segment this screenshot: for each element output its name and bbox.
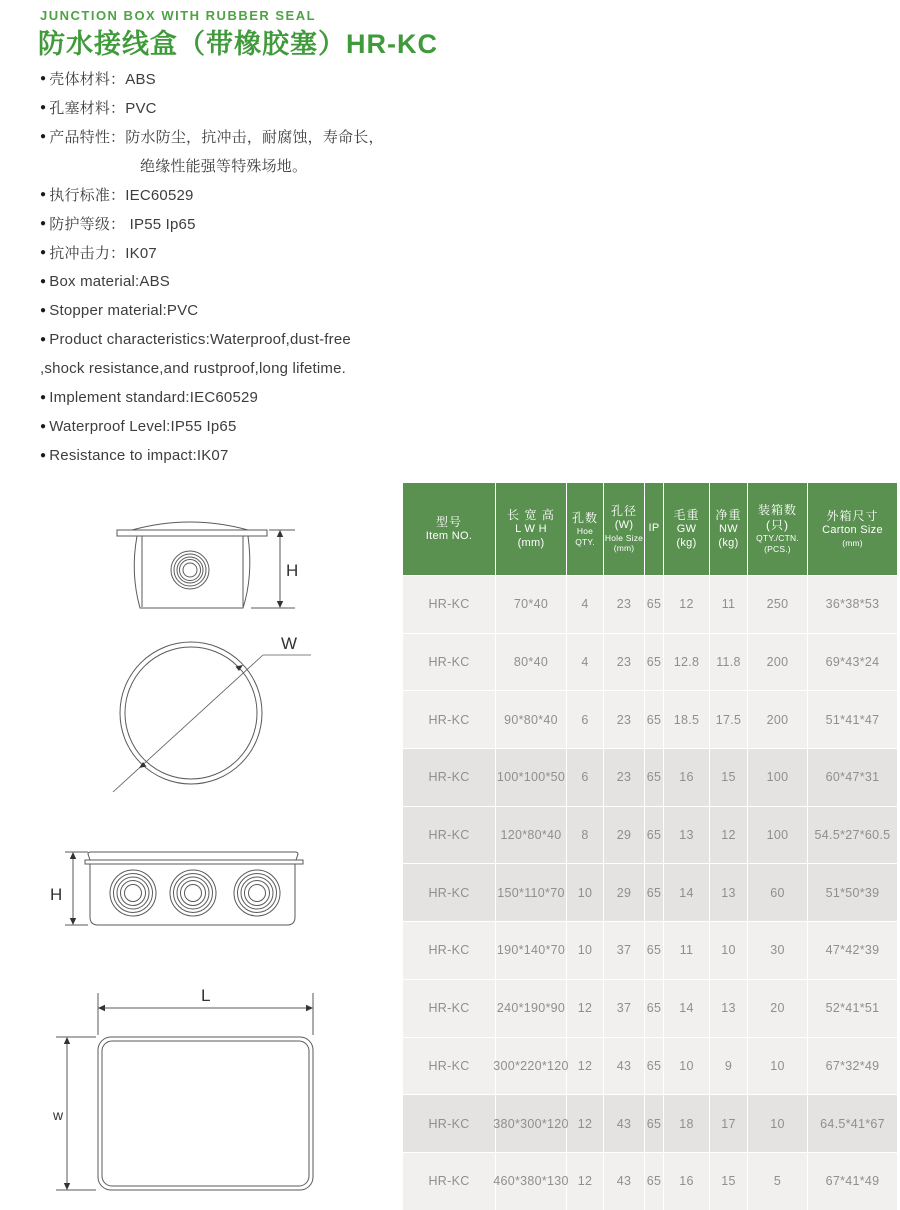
table-header-cell-qty-ctn [748,483,808,575]
spec-text: Stopper material:PVC [49,302,199,319]
table-header-row [403,483,897,575]
spec-line [40,209,420,238]
table-cell-ip: 65 [645,749,664,806]
table-cell-hole-qty: 12 [567,980,604,1037]
header-line: 净重 [715,507,742,522]
page-subtitle-en: JUNCTION BOX WITH RUBBER SEAL [40,8,317,23]
table-row [403,690,897,748]
spec-text: 执行标准：IEC60529 [49,187,194,204]
table-cell-gross-weight: 12 [664,576,710,633]
header-line: QTY./CTN. [756,533,799,544]
table-cell-lwh: 80*40 [496,634,567,691]
table-cell-lwh: 300*220*120 [496,1038,567,1095]
header-line: (W) [614,519,634,531]
table-cell-gross-weight: 18.5 [664,691,710,748]
table-row [403,806,897,864]
table-cell-hole-qty: 10 [567,864,604,921]
table-cell-net-weight: 9 [710,1038,748,1095]
spec-line [40,151,420,180]
spec-line [40,93,420,122]
header-line: IP [648,522,660,535]
table-cell-gross-weight: 13 [664,807,710,864]
header-line: Item NO. [425,529,473,542]
spec-text: ,shock resistance,and rustproof,long lifetime. [40,360,347,377]
table-cell-qty-ctn: 20 [748,980,808,1037]
spec-text: 孔塞材料：PVC [49,100,157,117]
header-line: 长 宽 高 [507,507,555,522]
table-header-cell-hole-size [604,483,645,575]
table-cell-ip: 65 [645,807,664,864]
header-line: (kg) [718,536,739,549]
header-line: Hoe QTY. [575,525,595,547]
table-cell-ip: 65 [645,980,664,1037]
header-line: (mm) [517,536,545,549]
table-cell-qty-ctn: 200 [748,691,808,748]
table-row [403,921,897,979]
table-cell-net-weight: 13 [710,864,748,921]
header-line: NW [719,522,738,535]
table-header-cell-lwh [496,483,567,575]
table-cell-lwh: 90*80*40 [496,691,567,748]
table-cell-lwh: 460*380*130 [496,1153,567,1210]
table-cell-carton-size: 69*43*24 [825,655,880,670]
table-cell-net-weight: 12 [710,807,748,864]
table-cell-qty-ctn: 60 [748,864,808,921]
table-cell-lwh: 240*190*90 [496,980,567,1037]
table-cell-item-no: HR-KC [403,922,496,979]
table-row [403,1037,897,1095]
table-cell-hole-qty: 12 [567,1153,604,1210]
table-cell-qty-ctn: 250 [748,576,808,633]
table-cell-hole-qty: 12 [567,1038,604,1095]
spec-text: Box material:ABS [49,273,170,290]
table-cell-lwh: 190*140*70 [496,922,567,979]
table-cell-qty-ctn: 5 [748,1153,808,1210]
table-cell-item-no: HR-KC [403,634,496,691]
spec-text: 产品特性：防水防尘，抗冲击，耐腐蚀，寿命长， [49,129,384,146]
table-cell-lwh: 120*80*40 [496,807,567,864]
table-cell-item-no: HR-KC [403,980,496,1037]
spec-list [40,64,420,470]
table-cell-carton-size: 52*41*51 [825,1001,880,1016]
table-cell-net-weight: 11 [710,576,748,633]
bullet-icon: ● [40,131,47,142]
table-header-cell-gross-weight [664,483,710,575]
table-cell-lwh: 100*100*50 [496,749,567,806]
header-line: 孔数 [571,510,598,525]
spec-line [40,267,420,296]
dimension-label-w: w [53,1107,64,1123]
table-cell-gross-weight: 16 [664,749,710,806]
table-cell-ip: 65 [645,1038,664,1095]
table-header-cell-ip [645,483,664,575]
header-line: (PCS.) [764,544,791,554]
header-line: 毛重 [673,507,700,522]
table-cell-hole-size: 43 [604,1038,645,1095]
header-line: GW [676,522,697,535]
table-cell-gross-weight: 10 [664,1038,710,1095]
table-cell-item-no: HR-KC [403,1153,496,1210]
table-cell-net-weight: 17 [710,1095,748,1152]
table-cell-hole-size: 37 [604,980,645,1037]
spec-line [40,180,420,209]
table-cell-carton-size: 47*42*39 [825,943,880,958]
spec-text: 防护等级： IP55 Ip65 [49,216,196,233]
bullet-icon: ● [40,189,47,200]
table-row [403,979,897,1037]
table-cell-gross-weight: 14 [664,980,710,1037]
table-cell-net-weight: 11.8 [710,634,748,691]
spec-line [40,122,420,151]
table-cell-ip: 65 [645,1095,664,1152]
header-line: L W H [515,522,547,535]
table-cell-ip: 65 [645,1153,664,1210]
table-cell-hole-size: 29 [604,807,645,864]
header-line: (kg) [676,536,697,549]
table-row [403,575,897,633]
table-cell-hole-qty: 10 [567,922,604,979]
bullet-icon: ● [40,247,47,258]
table-cell-carton-size: 36*38*53 [825,597,880,612]
table-cell-item-no: HR-KC [403,864,496,921]
spec-line [40,412,420,441]
table-cell-gross-weight: 14 [664,864,710,921]
spec-text: Product characteristics:Waterproof,dust-free [49,331,351,348]
table-cell-item-no: HR-KC [403,576,496,633]
dimension-label-h: H [50,885,63,904]
table-cell-hole-size: 43 [604,1153,645,1210]
page-title: 防水接线盒（带橡胶塞）HR-KC [38,29,438,59]
spec-text: 抗冲击力：IK07 [49,245,157,262]
table-cell-carton-size: 60*47*31 [825,770,880,785]
dimension-label-w: W [281,634,298,653]
table-cell-hole-qty: 6 [567,749,604,806]
table-cell-net-weight: 15 [710,1153,748,1210]
spec-text: 绝缘性能强等特殊场地。 [140,158,308,175]
header-line: (mm) [613,543,635,554]
table-cell-hole-size: 23 [604,749,645,806]
table-cell-qty-ctn: 200 [748,634,808,691]
table-body [403,575,897,1210]
table-cell-gross-weight: 16 [664,1153,710,1210]
table-cell-hole-size: 37 [604,922,645,979]
table-cell-carton-size: 67*41*49 [825,1174,880,1189]
table-cell-qty-ctn: 100 [748,807,808,864]
table-cell-hole-qty: 4 [567,576,604,633]
table-cell-item-no: HR-KC [403,807,496,864]
table-row [403,863,897,921]
table-cell-hole-size: 29 [604,864,645,921]
table-header-cell-carton-size [808,483,897,575]
bullet-icon: ● [40,392,47,403]
table-row [403,633,897,691]
spec-line [40,296,420,325]
drawing-round-box-top-view [105,630,315,802]
table-cell-ip: 65 [645,691,664,748]
table-cell-net-weight: 17.5 [710,691,748,748]
table-cell-ip: 65 [645,634,664,691]
table-row [403,748,897,806]
table-row [403,1094,897,1152]
header-line: Carton Size [822,524,883,537]
spec-line [40,354,420,383]
table-cell-carton-size: 64.5*41*67 [820,1116,885,1131]
bullet-icon: ● [40,102,47,113]
spec-line [40,441,420,470]
header-line: (mm) [842,538,863,549]
table-cell-net-weight: 10 [710,922,748,979]
header-line: 孔径 [610,504,637,518]
table-cell-gross-weight: 11 [664,922,710,979]
table-cell-lwh: 380*300*120 [496,1095,567,1152]
table-header-cell-hole-qty [567,483,604,575]
header-line: 外箱尺寸 [826,509,879,524]
spec-text: Resistance to impact:IK07 [49,447,229,464]
spec-text: Waterproof Level:IP55 Ip65 [49,418,237,435]
table-cell-hole-size: 23 [604,634,645,691]
table-cell-carton-size: 67*32*49 [825,1058,880,1073]
drawing-rect-box-top-view [33,975,333,1203]
table-cell-item-no: HR-KC [403,1095,496,1152]
bullet-icon: ● [40,73,47,84]
bullet-icon: ● [40,305,47,316]
spec-line [40,383,420,412]
table-cell-item-no: HR-KC [403,1038,496,1095]
table-cell-qty-ctn: 10 [748,1095,808,1152]
bullet-icon: ● [40,334,47,345]
table-cell-item-no: HR-KC [403,749,496,806]
header-line: 装箱数(只) [757,503,797,533]
drawing-dome-box-side-view [105,488,305,623]
table-cell-carton-size: 51*41*47 [825,712,880,727]
table-cell-ip: 65 [645,864,664,921]
table-cell-item-no: HR-KC [403,691,496,748]
table-cell-gross-weight: 12.8 [664,634,710,691]
bullet-icon: ● [40,450,47,461]
table-header-cell-item-no [403,483,496,575]
table-cell-net-weight: 13 [710,980,748,1037]
spec-text: Implement standard:IEC60529 [49,389,259,406]
table-cell-hole-qty: 4 [567,634,604,691]
table-cell-ip: 65 [645,922,664,979]
table-cell-lwh: 150*110*70 [496,864,567,921]
table-header-cell-net-weight [710,483,748,575]
table-cell-net-weight: 15 [710,749,748,806]
bullet-icon: ● [40,276,47,287]
spec-table [403,483,897,1210]
dimension-label-h: H [286,561,299,580]
table-cell-qty-ctn: 100 [748,749,808,806]
table-cell-hole-size: 23 [604,576,645,633]
spec-line [40,238,420,267]
dimension-label-l: L [201,986,211,1005]
table-cell-hole-size: 43 [604,1095,645,1152]
table-cell-ip: 65 [645,576,664,633]
table-cell-hole-qty: 6 [567,691,604,748]
bullet-icon: ● [40,218,47,229]
bullet-icon: ● [40,421,47,432]
table-row [403,1152,897,1210]
header-line: Hole Size [604,532,644,543]
spec-text: 壳体材料：ABS [49,71,156,88]
drawing-rect-box-side-view [42,832,314,938]
table-cell-qty-ctn: 30 [748,922,808,979]
table-cell-gross-weight: 18 [664,1095,710,1152]
table-cell-carton-size: 54.5*27*60.5 [814,828,891,843]
table-cell-qty-ctn: 10 [748,1038,808,1095]
table-cell-carton-size: 51*50*39 [825,885,880,900]
spec-line [40,64,420,93]
header-line: 型号 [435,514,462,529]
table-cell-hole-qty: 12 [567,1095,604,1152]
table-cell-lwh: 70*40 [496,576,567,633]
table-cell-hole-size: 23 [604,691,645,748]
spec-line [40,325,420,354]
table-cell-hole-qty: 8 [567,807,604,864]
